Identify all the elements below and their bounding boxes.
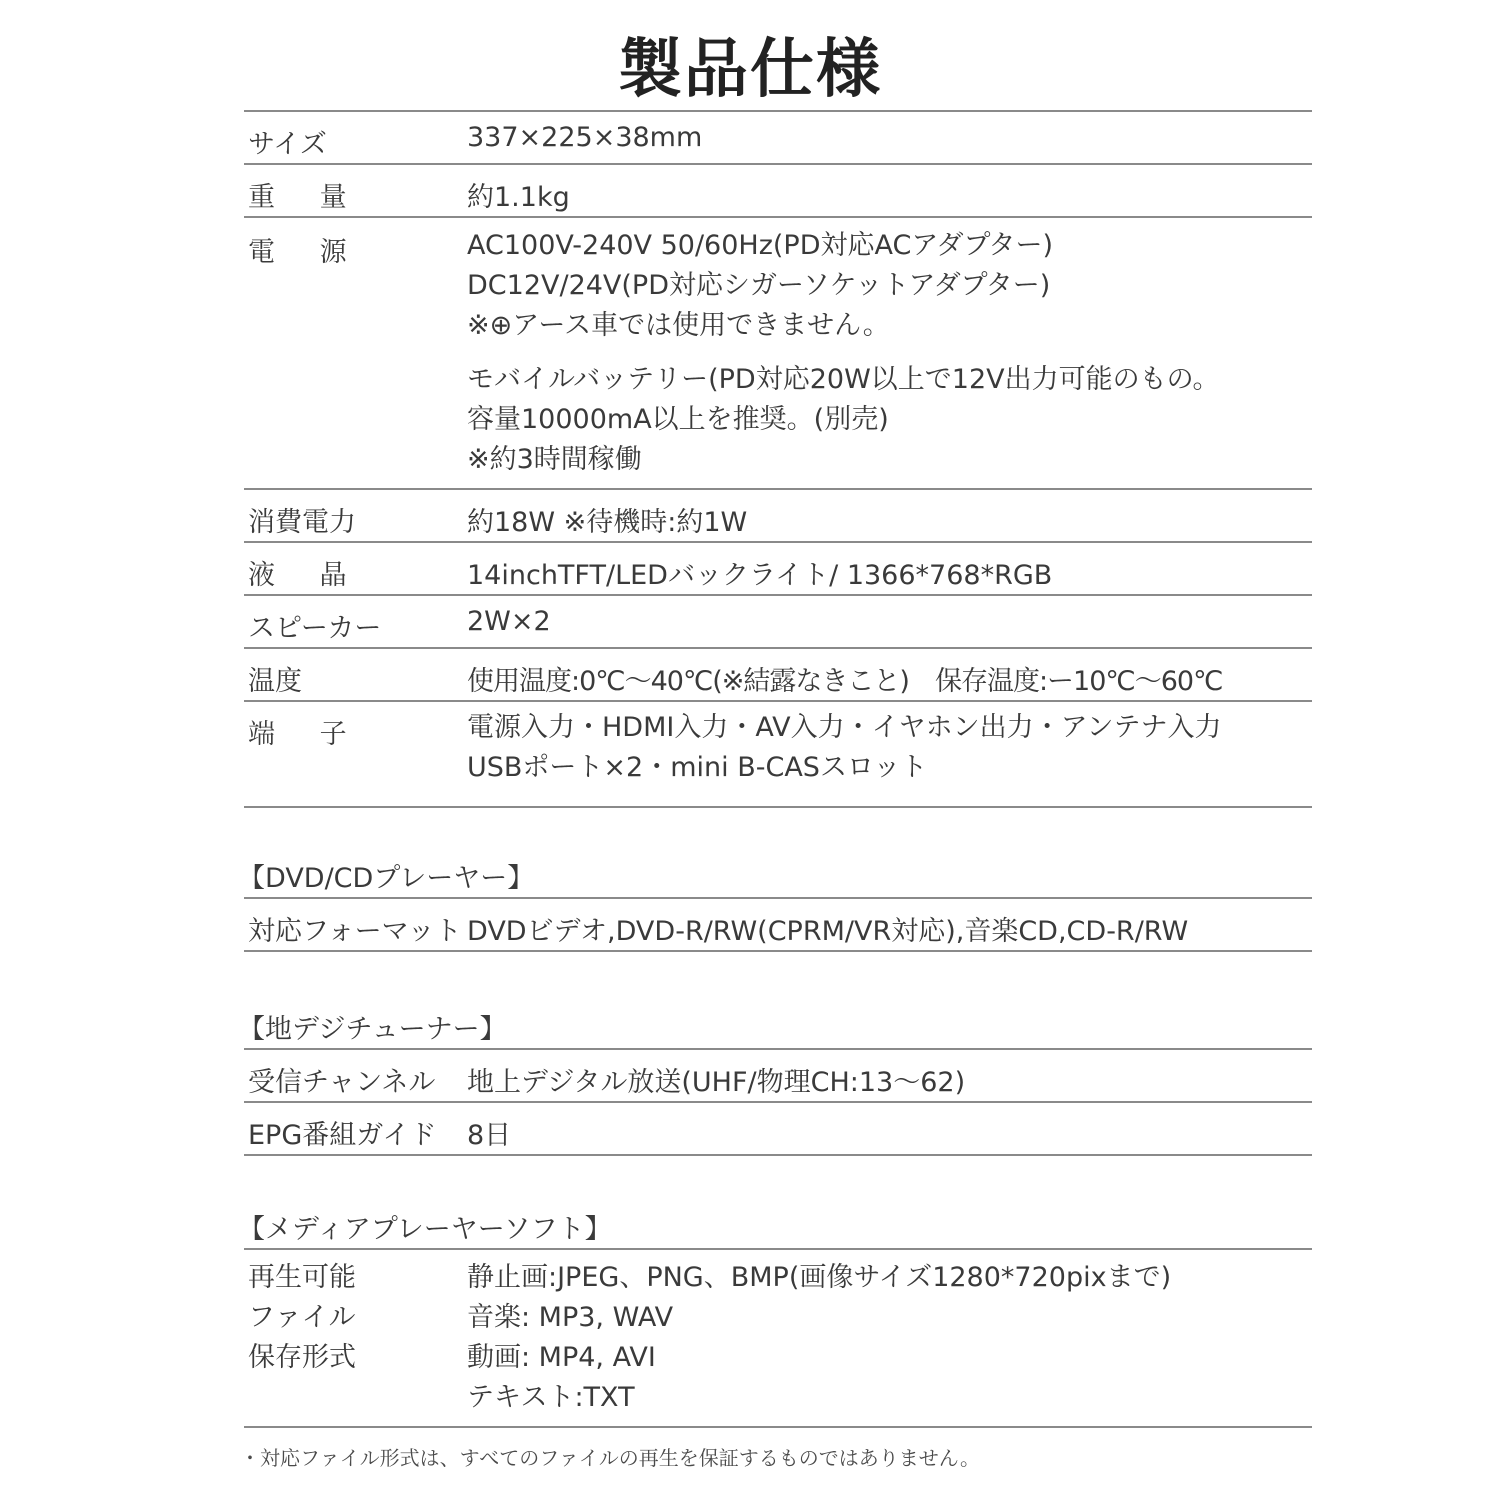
spec-label: サイズ (248, 129, 327, 160)
spec-value: 8日 (467, 1120, 512, 1151)
spec-value-power (467, 226, 1220, 480)
spec-value-line: 電源入力・HDMI入力・AV入力・イヤホン出力・アンテナ入力 (467, 712, 1222, 743)
spec-label-line: ファイル (248, 1302, 356, 1333)
spec-label: 液 晶 (248, 560, 365, 591)
page-title: 製品仕様 (618, 33, 882, 107)
spec-row-size (244, 112, 1312, 163)
media-table (244, 1248, 1312, 1428)
spec-value-line: 静止画:JPEG、PNG、BMP(画像サイズ1280*720pixまで) (467, 1262, 1172, 1293)
spec-table (244, 110, 1312, 808)
spec-value-line: AC100V-240V 50/60Hz(PD対応ACアダプター) (467, 230, 1054, 261)
divider (244, 950, 1312, 952)
spec-label: 温度 (248, 666, 302, 697)
spec-label: 受信チャンネル (248, 1067, 436, 1098)
spec-label: 重 量 (248, 182, 365, 213)
spec-label: 電 源 (248, 237, 365, 268)
spec-row-consumption (244, 490, 1312, 541)
spec-row-media (244, 1250, 1312, 1426)
spec-label: スピーカー (248, 613, 382, 644)
spec-value-line: USBポート×2・mini B-CASスロット (467, 752, 928, 783)
spec-value: 337×225×38mm (467, 122, 703, 153)
tuner-table (244, 1048, 1312, 1156)
spec-label: 対応フォーマット (248, 916, 462, 947)
spec-value-line: テキスト:TXT (467, 1382, 635, 1413)
spec-row-format (244, 899, 1312, 950)
divider (244, 1426, 1312, 1428)
spec-value: 約1.1kg (467, 182, 570, 213)
divider (244, 806, 1312, 808)
spec-row-power (244, 218, 1312, 488)
spec-label-line: 保存形式 (248, 1342, 356, 1373)
spec-value: 2W×2 (467, 606, 551, 637)
spec-row-weight (244, 165, 1312, 216)
spec-value-line: DC12V/24V(PD対応シガーソケットアダプター) (467, 270, 1051, 301)
spec-value: DVDビデオ,DVD-R/RW(CPRM/VR対応),音楽CD,CD-R/RW (467, 916, 1189, 947)
spec-value-line: ※約3時間稼働 (467, 444, 642, 475)
divider (244, 1154, 1312, 1156)
spec-row-terminals (244, 702, 1312, 806)
spec-row-lcd (244, 543, 1312, 594)
spec-value-line: モバイルバッテリー(PD対応20W以上で12V出力可能のもの。 (467, 364, 1220, 395)
section-heading-dvd: 【DVD/CDプレーヤー】 (238, 863, 535, 894)
spec-row-epg (244, 1103, 1312, 1154)
spec-value-line: ※⊕アース車では使用できません。 (467, 310, 890, 341)
spec-value-media (467, 1258, 1171, 1418)
spec-value: 地上デジタル放送(UHF/物理CH:13～62) (467, 1067, 966, 1098)
spec-value-line: 音楽: MP3, WAV (467, 1302, 674, 1333)
spec-value-line: 容量10000mA以上を推奨。(別売) (467, 404, 889, 435)
spec-label: 端 子 (248, 719, 365, 750)
spec-label: 消費電力 (248, 507, 356, 538)
spec-row-temperature (244, 649, 1312, 700)
spec-label: EPG番組ガイド (248, 1120, 437, 1151)
spec-value-line: 動画: MP4, AVI (467, 1342, 656, 1373)
spec-row-speaker (244, 596, 1312, 647)
spec-value: 使用温度:0℃～40℃(※結露なきこと) 保存温度:ー10℃～60℃ (467, 666, 1223, 697)
spec-value: 14inchTFT/LEDバックライト/ 1366*768*RGB (467, 560, 1053, 591)
spec-label-line: 再生可能 (248, 1262, 356, 1293)
dvd-table (244, 897, 1312, 952)
footnote: ・対応ファイル形式は、すべてのファイルの再生を保証するものではありません。 (240, 1446, 980, 1470)
spec-value: 約18W ※待機時:約1W (467, 507, 748, 538)
section-heading-tuner: 【地デジチューナー】 (238, 1014, 507, 1045)
section-heading-media: 【メディアプレーヤーソフト】 (238, 1214, 612, 1245)
spec-label-media (248, 1258, 356, 1378)
spec-value-terminals (467, 708, 1221, 788)
spec-row-channel (244, 1050, 1312, 1101)
